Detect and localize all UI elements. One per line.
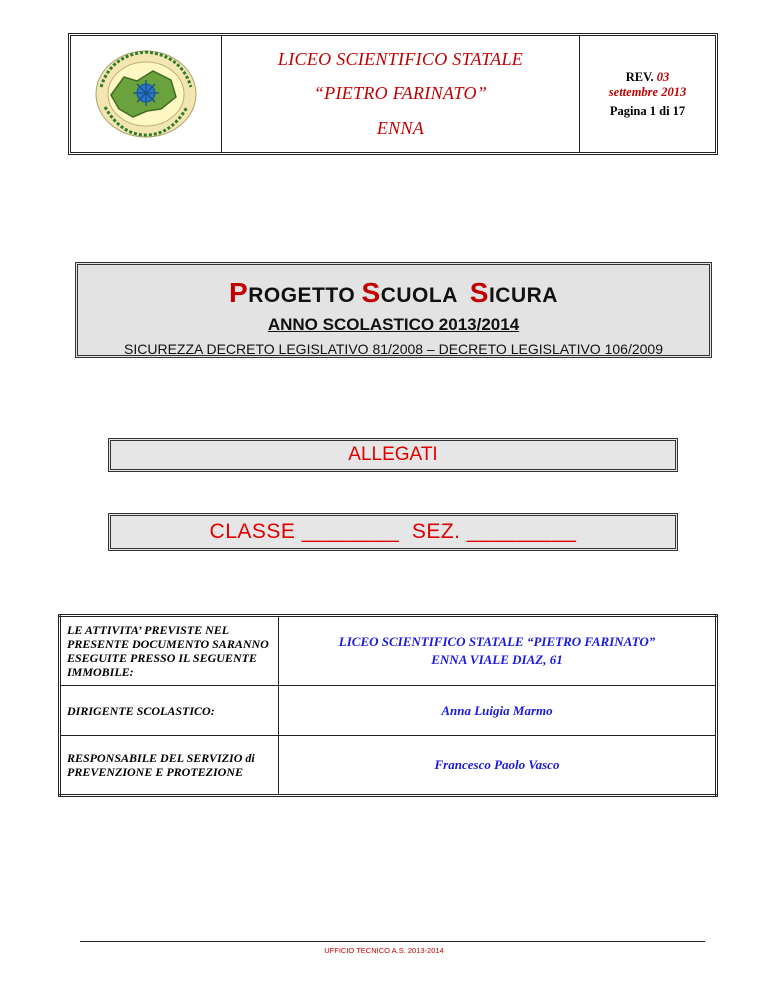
- title-initial-s2: S: [469, 277, 489, 308]
- school-logo: [91, 47, 201, 142]
- revision-label: REV.: [625, 69, 654, 84]
- school-city: ENNA: [376, 118, 425, 139]
- project-title: [78, 277, 709, 309]
- revision-line: [626, 70, 670, 85]
- revision-date: settembre 2013: [608, 84, 687, 99]
- title-word-3: ICURA: [488, 284, 558, 307]
- decree-reference: SICUREZZA DECRETO LEGISLATIVO 81/2008 – DECRETO LEGISLATIVO 106/2009: [124, 341, 663, 357]
- title-word-2: CUOLA: [380, 284, 470, 307]
- project-title-box: [75, 262, 712, 358]
- allegati-text: ALLEGATI: [348, 444, 438, 465]
- school-name: “PIETRO FARINATO”: [313, 83, 488, 104]
- school-name-block: [222, 36, 580, 152]
- footer-divider: [80, 941, 705, 942]
- principal-label: DIRIGENTE SCOLASTICO:: [60, 686, 279, 736]
- rspp-label: RESPONSABILE DEL SERVIZIO di PREVENZIONE E PROTEZIONE: [60, 736, 279, 796]
- page-counter: Pagina 1 di 17: [609, 103, 686, 118]
- table-row: [60, 736, 717, 796]
- location-label: LE ATTIVITA’ PREVISTE NEL PRESENTE DOCUMENTO SARANNO ESEGUITE PRESSO IL SEGUENTE IMMOBILE:: [60, 616, 279, 686]
- rspp-value: Francesco Paolo Vasco: [279, 736, 717, 796]
- location-school: LICEO SCIENTIFICO STATALE “PIETRO FARINATO”: [338, 634, 656, 649]
- classe-banner: [108, 513, 678, 551]
- school-logo-cell: [71, 36, 222, 152]
- principal-value: Anna Luigia Marmo: [279, 686, 717, 736]
- school-year: ANNO SCOLASTICO 2013/2014: [267, 315, 520, 334]
- table-row: [60, 686, 717, 736]
- revision-block: [580, 36, 715, 152]
- table-row: [60, 616, 717, 686]
- classe-text: CLASSE ________ SEZ. _________: [209, 520, 577, 543]
- location-address: ENNA VIALE DIAZ, 61: [431, 652, 563, 667]
- allegati-banner: [108, 438, 678, 472]
- school-type: LICEO SCIENTIFICO STATALE: [277, 48, 524, 69]
- info-table: [58, 614, 718, 797]
- document-header: [68, 33, 718, 155]
- title-initial-p: P: [229, 277, 249, 308]
- location-value: [279, 616, 717, 686]
- title-initial-s1: S: [361, 277, 381, 308]
- footer-text: UFFICIO TECNICO A.S. 2013-2014: [324, 946, 444, 955]
- revision-number: 03: [656, 69, 670, 84]
- title-word-1: ROGETTO: [248, 284, 362, 307]
